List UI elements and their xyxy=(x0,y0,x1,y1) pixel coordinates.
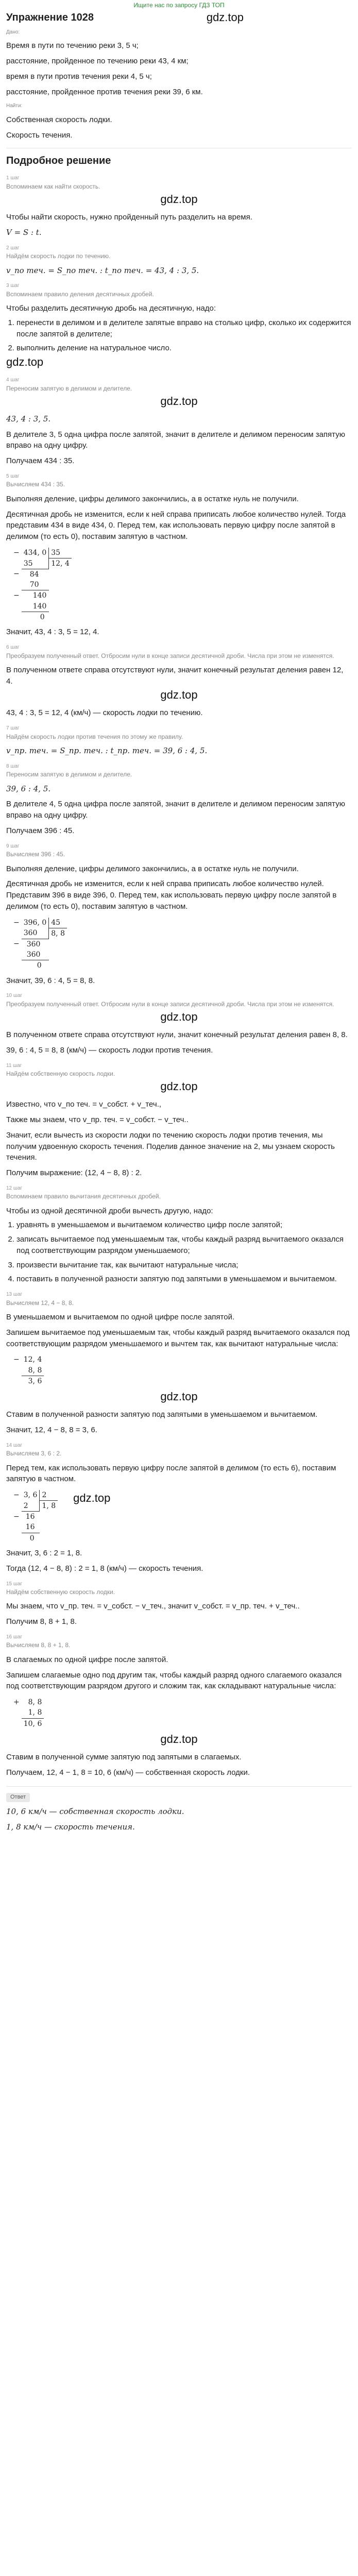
remainder: 0 xyxy=(40,613,45,622)
subtrahend: 360 xyxy=(22,950,49,960)
step-text: Мы знаем, что v_пр. теч. = v_собст. − v_теч., значит v_собст. = v_пр. теч. + v_теч.. xyxy=(6,1602,300,1611)
step-text: Известно, что v_по теч. = v_собст. + v_теч., xyxy=(6,1100,162,1109)
find-line: Скорость течения. xyxy=(6,130,73,140)
solution-title: Подробное решение xyxy=(6,155,111,167)
step-result: Значит, 39, 6 : 4, 5 = 8, 8. xyxy=(6,976,95,985)
remainder: 360 xyxy=(26,940,41,948)
step-tag: 7 шаг xyxy=(6,725,20,732)
step-note: Преобразуем полученный ответ. Отбросим нули в конце записи десятичной дроби. Числа при этом не изменятся. xyxy=(6,652,334,659)
step-note: Вспоминаем правило деления десятичных дробей. xyxy=(6,290,154,298)
subtrahend: 360 xyxy=(22,928,49,939)
remainder: 0 xyxy=(29,1534,35,1543)
given-line: расстояние, пройденное по течению реки 43, 4 км; xyxy=(6,57,189,66)
step-tag: 2 шаг xyxy=(6,245,20,251)
subtrahend: 35 xyxy=(22,558,49,569)
step-tag: 5 шаг xyxy=(6,473,20,479)
find-line: Собственная скорость лодки. xyxy=(6,115,112,124)
remainder: 140 xyxy=(32,591,47,600)
difference: 3, 6 xyxy=(28,1377,42,1385)
watermark: gdz.top xyxy=(6,355,44,369)
dividend: 3, 6 xyxy=(23,1491,38,1500)
top-banner[interactable]: Ищите нас по запросу ГДЗ ТОП xyxy=(133,2,225,9)
watermark: gdz.top xyxy=(160,1010,198,1024)
watermark: gdz.top xyxy=(160,1080,198,1093)
subtrahend: 8, 8 xyxy=(22,1365,44,1376)
step-result: Тогда (12, 4 − 8, 8) : 2 = 1, 8 (км/ч) — скорость течения. xyxy=(6,1564,203,1573)
step-formula: V = S : t. xyxy=(6,227,42,237)
step-text: Перед тем, как использовать первую цифру после запятой в делимом (то есть 6), поставим запятую в частном. xyxy=(6,1463,336,1484)
watermark: gdz.top xyxy=(160,1732,198,1745)
list-item: 2. записать вычитаемое под уменьшаемым так, чтобы каждый разряд вычитаемого оказался под соответствующим разрядом уменьшаемого; xyxy=(16,1234,352,1257)
step-text: Получим 8, 8 + 1, 8. xyxy=(6,1617,77,1626)
divisor: 45 xyxy=(49,918,67,928)
subtrahend: 70 xyxy=(22,580,49,590)
step-tag: 14 шаг xyxy=(6,1442,23,1448)
step-note: Преобразуем полученный ответ. Отбросим нули в конце записи десятичной дроби. Числа при этом не изменятся. xyxy=(6,1000,334,1008)
step-tag: 13 шаг xyxy=(6,1292,23,1298)
step-tag: 3 шаг xyxy=(6,283,20,289)
list-item: 4. поставить в полученной разности запятую под запятыми в уменьшаемом и вычитаемом. xyxy=(16,1274,352,1285)
step-text: Чтобы из одной десятичной дроби вычесть другую, надо: xyxy=(6,1206,213,1215)
watermark: gdz.top xyxy=(160,1390,198,1403)
step-note: Найдём собственную скорость лодки. xyxy=(6,1588,115,1596)
column-subtraction: − 12, 4 8, 8 3, 6 xyxy=(11,1354,352,1386)
step-text: Ставим в полученной сумме запятую под запятыми в слагаемых. xyxy=(6,1752,242,1761)
step-note: Вычисляем 396 : 45. xyxy=(6,851,65,858)
addend: 1, 8 xyxy=(22,1707,44,1718)
step-note: Вспоминаем правило вычитания десятичных дробей. xyxy=(6,1193,161,1200)
given-label: Дано: xyxy=(6,29,20,35)
step-tag: 12 шаг xyxy=(6,1185,23,1191)
page-title: Упражнение 1028 xyxy=(6,12,94,24)
step-note: Переносим запятую в делимом и делителе. xyxy=(6,384,132,392)
step-text: В делителе 4, 5 одна цифра после запятой, значит в делителе и делимом переносим запятую вправо на одну цифру. xyxy=(6,800,345,820)
step-tag: 9 шаг xyxy=(6,843,20,849)
subtrahend: 16 xyxy=(22,1522,40,1533)
step-text: Также мы знаем, что v_пр. теч. = v_собст. − v_теч.. xyxy=(6,1115,189,1125)
step-formula: 43, 4 : 3, 5. xyxy=(6,414,51,423)
step-text: В делителе 3, 5 одна цифра после запятой, значит в делителе и делимом переносим запятую вправо на одну цифру. xyxy=(6,430,345,450)
divisor: 2 xyxy=(40,1490,58,1501)
step-text: Выполняя деление, цифры делимого закончились, а в остатке нуль не получили. xyxy=(6,494,299,503)
step-result: Значит, 43, 4 : 3, 5 = 12, 4. xyxy=(6,628,99,637)
sum: 10, 6 xyxy=(23,1719,42,1728)
step-text: В слагаемых по одной цифре после запятой. xyxy=(6,1655,168,1664)
divisor: 35 xyxy=(49,548,72,558)
watermark: gdz.top xyxy=(160,394,198,408)
watermark: gdz.top xyxy=(73,1492,111,1505)
remainder: 0 xyxy=(37,961,42,970)
step-formula: 39, 6 : 4, 5. xyxy=(6,784,51,793)
step-text: В уменьшаемом и вычитаемом по одной цифре после запятой. xyxy=(6,1313,235,1322)
step-note: Вычисляем 434 : 35. xyxy=(6,481,65,488)
answer-line: 10, 6 км/ч — собственная скорость лодки. xyxy=(6,1807,184,1817)
dividend: 434, 0 xyxy=(23,548,47,557)
column-addition: + 8, 8 1, 8 10, 6 xyxy=(11,1697,352,1729)
quotient: 8, 8 xyxy=(49,928,67,939)
step-text: Чтобы разделить десятичную дробь на десятичную, надо: xyxy=(6,304,216,313)
step-note: Найдём скорость лодки по течению. xyxy=(6,252,111,260)
step-tag: 8 шаг xyxy=(6,763,20,769)
step-tag: 15 шаг xyxy=(6,1581,23,1587)
step-tag: 1 шаг xyxy=(6,175,20,181)
step-formula: v_по теч. = S_по теч. : t_по теч. = 43, 4 : 3, 5. xyxy=(6,265,199,275)
step-text: Запишем слагаемые одно под другим так, чтобы каждый разряд одного слагаемого оказался под соответствующим разрядом другого и сложим так, как складывают натуральные числа: xyxy=(6,1670,342,1691)
rule-list xyxy=(16,317,352,354)
watermark: gdz.top xyxy=(160,193,198,206)
step-note: Найдём собственную скорость лодки. xyxy=(6,1070,115,1078)
quotient: 12, 4 xyxy=(49,558,72,569)
step-tag: 6 шаг xyxy=(6,645,20,651)
step-result: Получаем 396 : 45. xyxy=(6,826,75,835)
step-note: Переносим запятую в делимом и делителе. xyxy=(6,771,132,778)
step-text: Десятичная дробь не изменится, если к ней справа приписать любое количество нулей. Представим 396 в виде 396, 0. Перед тем, как использовать первую цифру после запятой в делимом (то есть 0), поставим запятую в частном. xyxy=(6,879,337,911)
step-tag: 11 шаг xyxy=(6,1062,22,1069)
step-note: Вспоминаем как найти скорость. xyxy=(6,182,100,190)
watermark: gdz.top xyxy=(160,688,198,702)
given-line: Время в пути по течению реки 3, 5 ч; xyxy=(6,41,139,50)
answer-block xyxy=(6,1786,352,1833)
step-result: Получаем 434 : 35. xyxy=(6,456,75,466)
given-line: время в пути против течения реки 4, 5 ч; xyxy=(6,72,152,81)
given-line: расстояние, пройденное против течения реки 39, 6 км. xyxy=(6,87,203,96)
step-note: Вычисляем 3, 6 : 2. xyxy=(6,1450,62,1458)
subtrahend: 140 xyxy=(22,601,49,612)
rule-list xyxy=(16,1219,352,1285)
step-text: Выполняя деление, цифры делимого закончились, а в остатке нуль не получили. xyxy=(6,864,299,873)
long-division: − 396, 0 45 360 8, 8 − 360 360 0 xyxy=(11,918,352,971)
step-tag: 10 шаг xyxy=(6,993,23,999)
step-text: В полученном ответе справа отсутствуют нули, значит конечный результат деления равен 8, 8. xyxy=(6,1030,348,1040)
step-result: 43, 4 : 3, 5 = 12, 4 (км/ч) — скорость лодки по течению. xyxy=(6,708,203,718)
step-note: Найдём скорость лодки против течения по этому же правилу. xyxy=(6,733,183,740)
step-text: Получим выражение: (12, 4 − 8, 8) : 2. xyxy=(6,1168,142,1178)
find-label: Найти: xyxy=(6,103,23,109)
step-text: Ставим в полученной разности запятую под запятыми в уменьшаемом и вычитаемом. xyxy=(6,1410,318,1419)
step-result: Получаем, 12, 4 − 1, 8 = 10, 6 (км/ч) — собственная скорость лодки. xyxy=(6,1768,250,1777)
list-item: 2. выполнить деление на натуральное число. xyxy=(16,343,352,354)
remainder: 16 xyxy=(25,1513,35,1521)
list-item: 3. произвести вычитание так, как вычитают натуральные числа; xyxy=(16,1260,352,1271)
watermark: gdz.top xyxy=(206,11,244,24)
answer-label: Ответ xyxy=(6,1793,30,1802)
remainder: 84 xyxy=(29,570,39,579)
subtrahend: 2 xyxy=(22,1501,40,1512)
step-text: В полученном ответе справа отсутствуют нули, значит конечный результат деления равен 12, 4. xyxy=(6,665,344,686)
step-text: Чтобы найти скорость, нужно пройденный путь разделить на время. xyxy=(6,213,252,222)
step-note: Вычисляем 12, 4 − 8, 8. xyxy=(6,1299,74,1307)
step-text: Десятичная дробь не изменится, если к ней справа приписать любое количество нулей. Тогда представим 434 в виде 434, 0. Перед тем, как использовать первую цифру после запятой в делимом (то есть 0), поставим запятую в частном. xyxy=(6,510,346,541)
step-result: Значит, 3, 6 : 2 = 1, 8. xyxy=(6,1549,82,1558)
step-text: Запишем вычитаемое под уменьшаемым так, чтобы каждый разряд вычитаемого оказался под соответствующим разрядом уменьшаемого и вычтем так, как вычитают натуральные числа: xyxy=(6,1328,350,1348)
step-tag: 16 шаг xyxy=(6,1634,23,1640)
step-result: 39, 6 : 4, 5 = 8, 8 (км/ч) — скорость лодки против течения. xyxy=(6,1045,213,1055)
step-tag: 4 шаг xyxy=(6,377,20,383)
answer-line: 1, 8 км/ч — скорость течения. xyxy=(6,1822,135,1832)
quotient: 1, 8 xyxy=(40,1501,58,1512)
step-formula: v_пр. теч. = S_пр. теч. : t_пр. теч. = 39, 6 : 4, 5. xyxy=(6,746,208,756)
minuend: 12, 4 xyxy=(23,1355,42,1364)
list-item: 1. уравнять в уменьшаемом и вычитаемом количество цифр после запятой; xyxy=(16,1219,352,1231)
list-item: 1. перенести в делимом и в делителе запятые вправо на столько цифр, сколько их содержится после запятой в делителе; xyxy=(16,317,352,340)
long-division: − 434, 0 35 35 12, 4 − 84 70 − 140 140 0 xyxy=(11,548,352,623)
step-text: Значит, если вычесть из скорости лодки по течению скорость лодки против течения, мы получим удвоенную скорость течения. Поделив данное значение на 2, мы узнаем скорость течения. xyxy=(6,1130,335,1162)
step-result: Значит, 12, 4 − 8, 8 = 3, 6. xyxy=(6,1425,97,1434)
addend: 8, 8 xyxy=(28,1698,42,1707)
step-note: Вычисляем 8, 8 + 1, 8. xyxy=(6,1641,71,1649)
dividend: 396, 0 xyxy=(23,918,47,927)
long-division: − 3, 6 2 gdz.top 2 1, 8 − 16 16 0 xyxy=(11,1490,352,1544)
